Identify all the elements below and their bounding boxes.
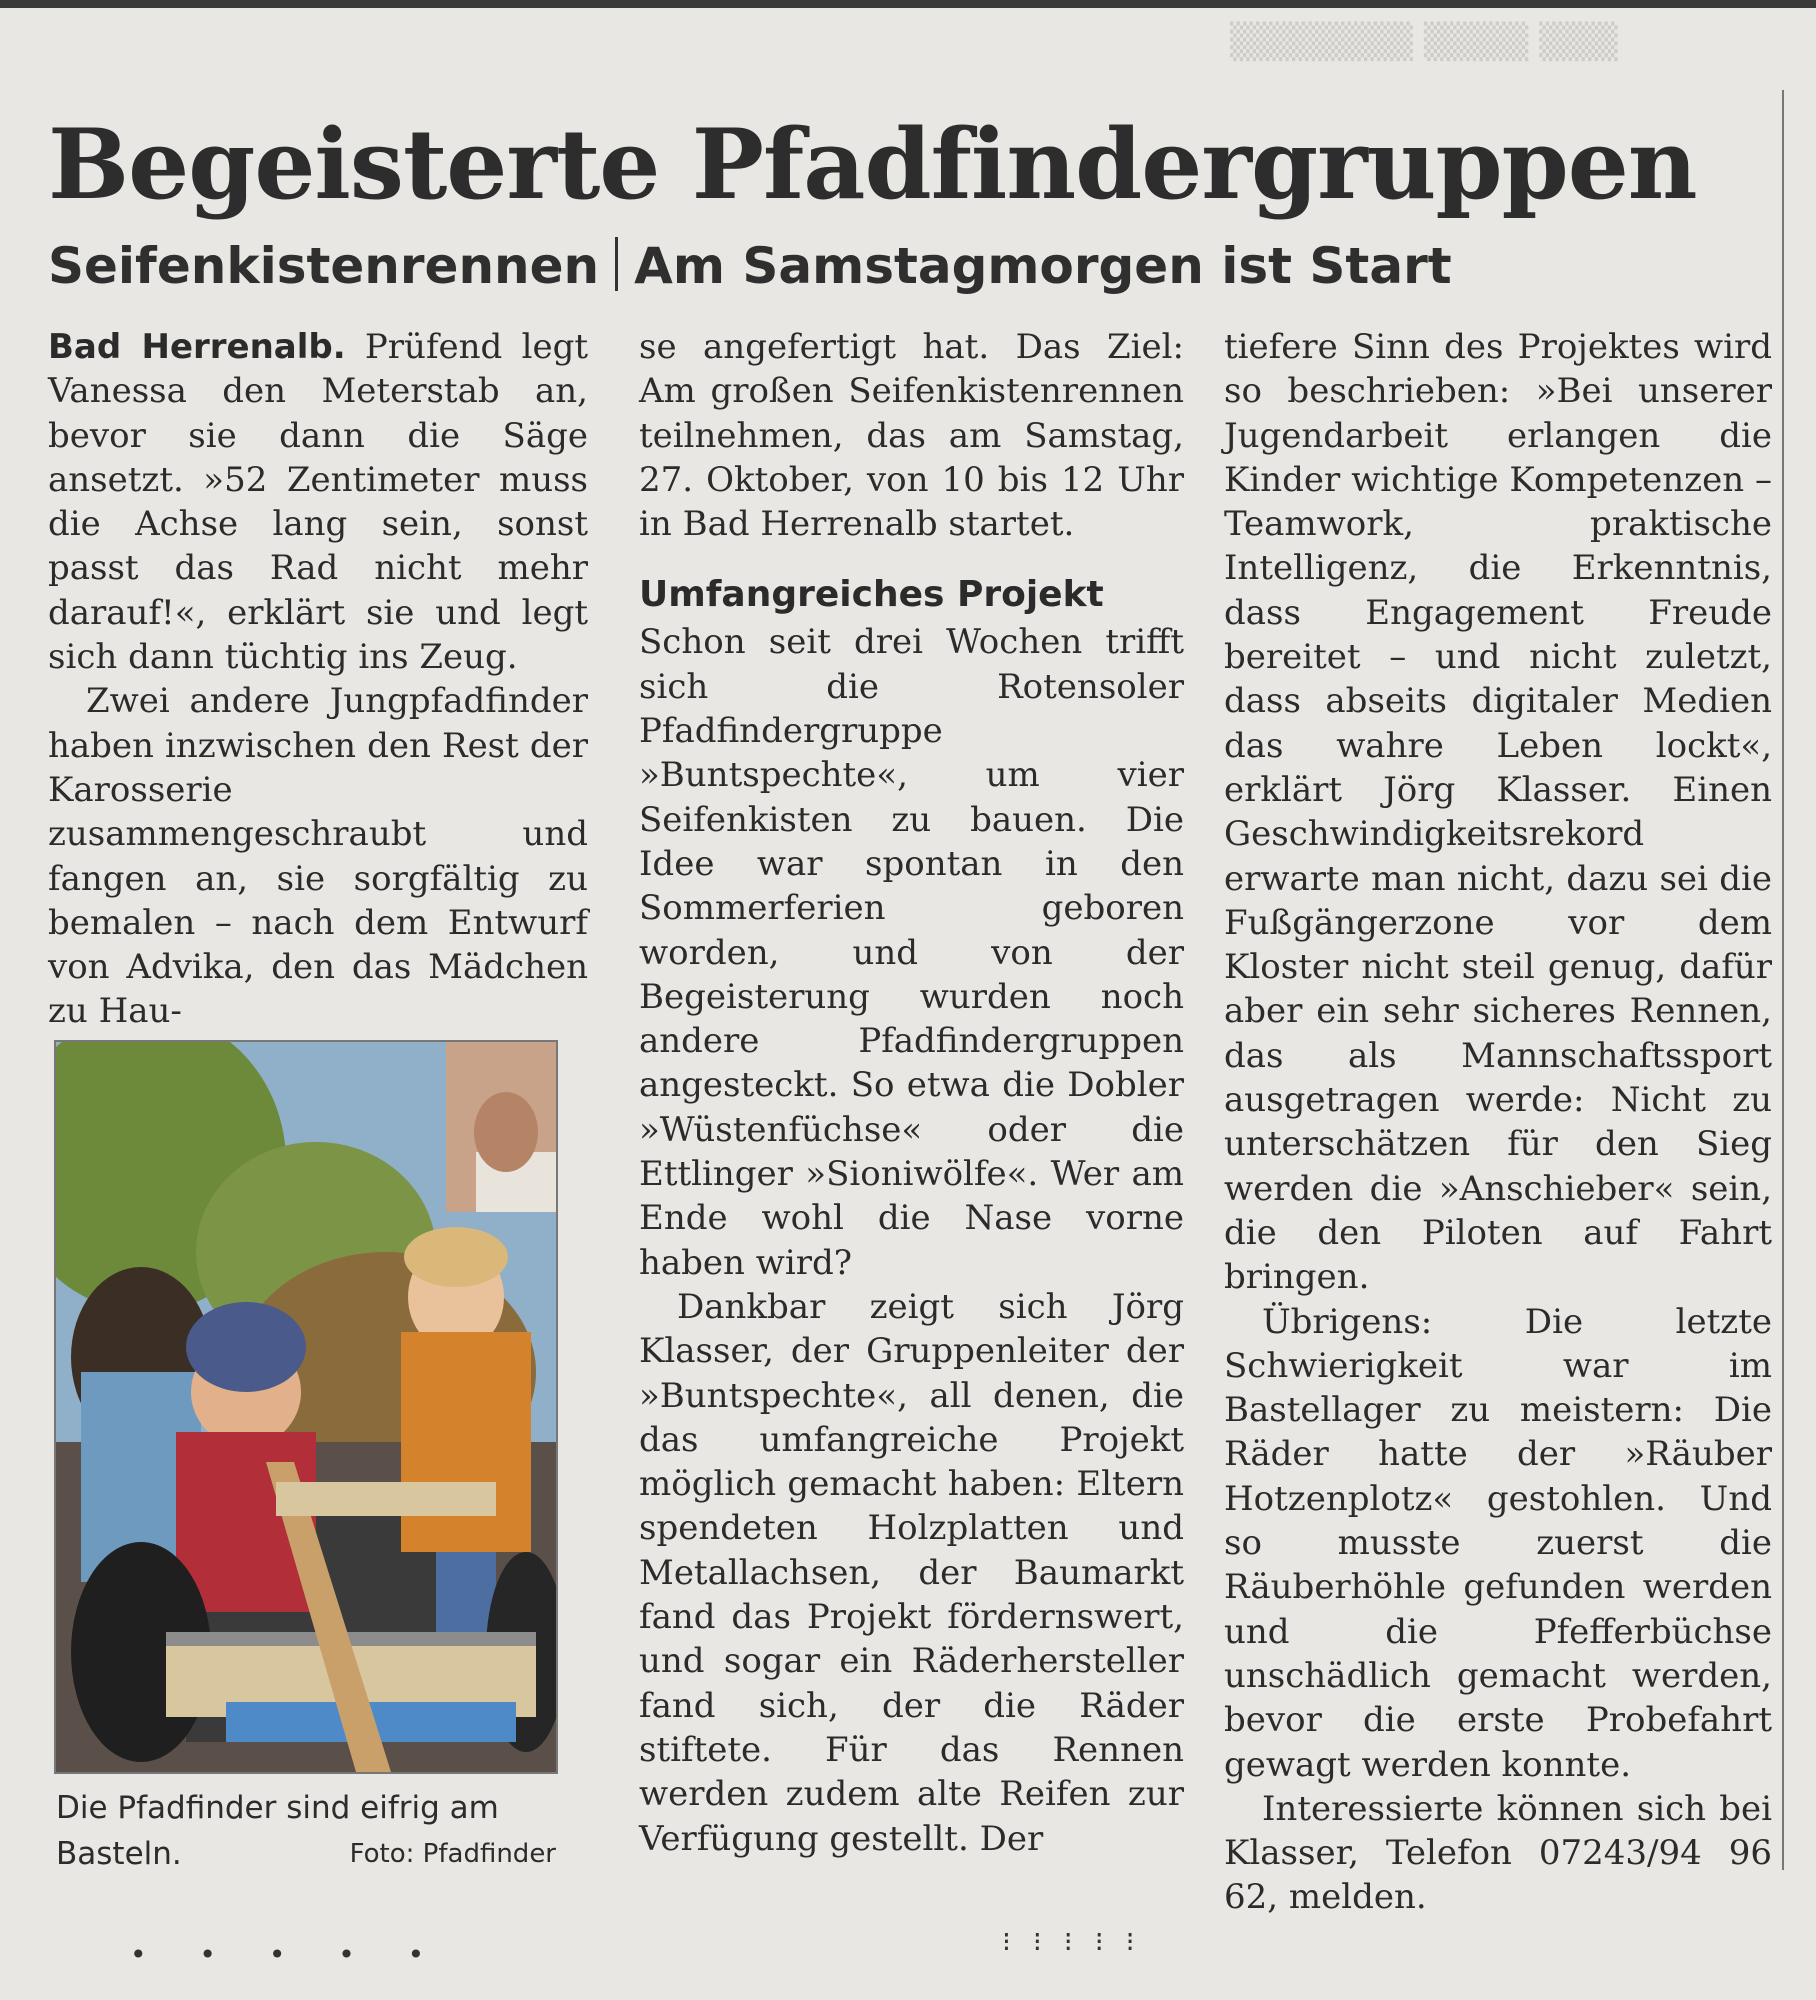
- paragraph-4: Schon seit drei Wochen trifft sich die Rotensoler Pfadfindergruppe »Buntspechte«, um vier Seifenkisten zu bauen. Die Idee war spontan in den Sommerferien geboren worden, und von der Begeisterung wurden noch andere Pfadfindergruppen angesteckt. So etwa die Dobler »Wüstenfüchse« oder die Ettlinger »Sioniwölfe«. Wer am Ende wohl die Nase vorne haben wird?: [639, 622, 1184, 1283]
- paragraph-1-text: Prüfend legt Vanessa den Meterstab an, bevor sie dann die Säge ansetzt. »52 Zentimeter muss die Achse lang sein, sonst passt das Rad nicht mehr darauf!«, erklärt sie und legt sich dann tüchtig ins Zeug.: [48, 327, 588, 678]
- scan-top-edge: [0, 0, 1816, 8]
- bleed-through-decoration: ▒▒▒▒▒▒▒ ▒▒▒▒ ▒▒▒: [1230, 22, 1618, 62]
- dateline: Bad Herrenalb.: [48, 327, 346, 367]
- article-column-1: [48, 325, 588, 1034]
- article-column-3: [1224, 325, 1772, 1920]
- article-column-2: [639, 325, 1184, 1861]
- column-rule: [1782, 90, 1784, 1870]
- article-photo: [54, 1040, 558, 1774]
- subheadline: [48, 232, 1452, 300]
- photo-caption-text: Die Pfadfinder sind eifrig am Basteln.: [56, 1790, 499, 1872]
- paragraph-5: Dankbar zeigt sich Jörg Klasser, der Gruppenleiter der »Buntspechte«, all denen, die das umfangreiche Projekt möglich gemacht haben: Eltern spendeten Holzplatten und Metallachsen, der Baumarkt fand das Projekt fördernswert, und sogar ein Räderhersteller fand sich, der die Räder stiftete. Für das Rennen werden zudem alte Reifen zur Verfügung gestellt. Der: [639, 1286, 1184, 1859]
- paragraph-1: [48, 325, 588, 679]
- print-registration-marks-center: ⁝⁝⁝⁝⁝: [1002, 1925, 1157, 1958]
- paragraph-7: Übrigens: Die letzte Schwierigkeit war im Bastellager zu meistern: Die Räder hatte der »Räuber Hotzenplotz« gestohlen. Und so musste zuerst die Räuberhöhle gefunden werden und die Pfefferbüchse unschädlich gemacht werden, bevor die erste Probefahrt gewagt werden konnte.: [1224, 1301, 1772, 1785]
- photo-illustration: [56, 1042, 556, 1772]
- section-heading: Umfangreiches Projekt: [639, 574, 1104, 616]
- subhead-kicker: Seifenkistenrennen: [48, 237, 600, 295]
- photo-caption: [56, 1785, 556, 1877]
- paragraph-3: se angefertigt hat. Das Ziel: Am großen Seifenkistenrennen teilnehmen, das am Samstag, 27. Oktober, von 10 bis 12 Uhr in Bad Herrenalb startet.: [639, 327, 1184, 545]
- print-registration-marks-left: • • • • •: [130, 1938, 447, 1971]
- paragraph-6: tiefere Sinn des Projektes wird so beschrieben: »Bei unserer Jugendarbeit erlangen die Kinder wichtige Kompetenzen – Teamwork, praktische Intelligenz, die Erkenntnis, dass Engagement Freude bereitet – und nicht zuletzt, dass abseits digitaler Medien das wahre Leben lockt«, erklärt Jörg Klasser. Einen Geschwindigkeitsrekord erwarte man nicht, dazu sei die Fußgängerzone vor dem Kloster nicht steil genug, dafür aber ein sehr sicheres Rennen, das als Mannschaftssport ausgetragen werde: Nicht zu unterschätzen für den Sieg werden die »Anschieber« sein, die den Piloten auf Fahrt bringen.: [1224, 327, 1772, 1298]
- subhead-separator: [615, 237, 618, 291]
- subhead-text: Am Samstagmorgen ist Start: [634, 237, 1452, 295]
- paragraph-8: Interessierte können sich bei Klasser, Telefon 07243/94 96 62, melden.: [1224, 1788, 1772, 1918]
- headline: Begeisterte Pfadfindergruppen: [48, 108, 1697, 221]
- paragraph-2: Zwei andere Jungpfadfinder haben inzwischen den Rest der Karosserie zusammengeschraubt und fangen an, sie sorgfältig zu bemalen – nach dem Entwurf von Advika, den das Mädchen zu Hau-: [48, 681, 588, 1032]
- photo-credit: Foto: Pfadfinder: [349, 1839, 556, 1869]
